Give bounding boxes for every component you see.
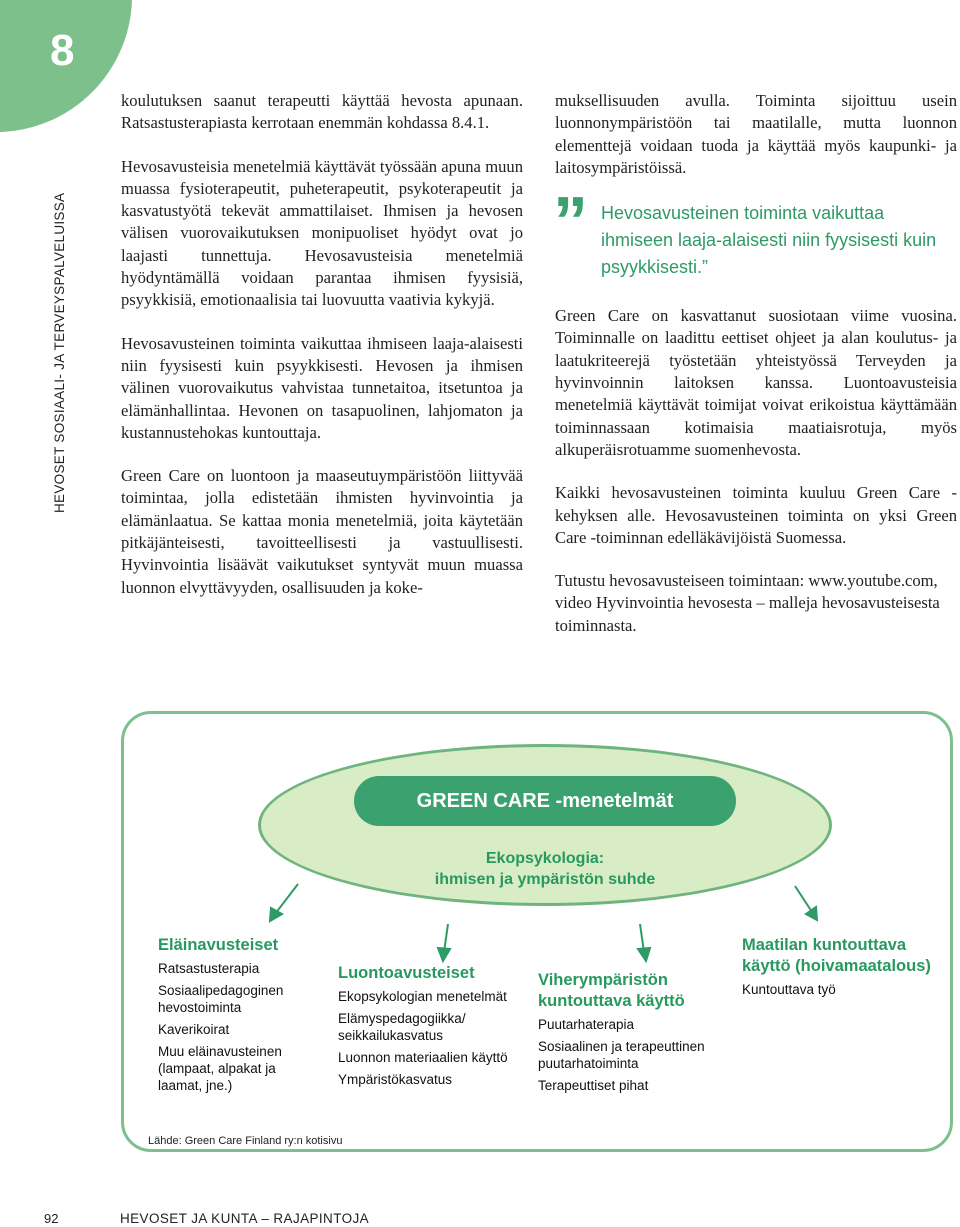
- chapter-number: 8: [50, 26, 75, 75]
- category-item: Ratsastusterapia: [158, 961, 260, 976]
- page-number: 92: [44, 1211, 59, 1226]
- diagram-subtitle: Ekopsykologia: ihmisen ja ympäristön suhde: [434, 850, 656, 888]
- category-item: Kaverikoirat: [158, 1022, 230, 1037]
- paragraph: muksellisuuden avulla. Toiminta sijoittuu usein luonnonympäristöön tai maatilalle, mutta luonnon elementtejä voidaan tuoda ja käyttää myös kaupunki- ja laitosympäristöissä.: [555, 91, 957, 177]
- category-item: Muu eläinavusteinen (lampaat, alpakat ja laamat, jne.): [158, 1044, 282, 1093]
- category-nature-assisted: [338, 963, 513, 1093]
- left-column: [121, 90, 523, 620]
- diagram-title: GREEN CARE -menetelmät: [354, 776, 736, 826]
- category-item: Ekopsykologian menetelmät: [338, 989, 507, 1004]
- quote-mark-icon: ”: [553, 182, 588, 261]
- category-animal-assisted: [158, 935, 323, 1099]
- category-title: Luontoavusteiset: [338, 964, 475, 982]
- paragraph: Hevosavusteisia menetelmiä käyttävät työssään apuna muun muassa fysioterapeutit, puheterapeutit, psykoterapeutit ja kasvatustyötä tekevät ammattilaiset. Ihmisen ja hevosen välisen vuorovaikutuksen monipuoliset hyödyt ovat jo laajasti tunnettuja. Hevosavusteisia menetelmiä hyödyntämällä voidaan parantaa ihmisen fyysisiä, psyykkisiä, emotionaalisia tai luovuutta vaativia kykyjä.: [121, 156, 523, 310]
- category-item: Elämyspedagogiikka/ seikkailukasvatus: [338, 1011, 466, 1043]
- side-label: HEVOSET SOSIAALI- JA TERVEYSPALVELUISSA: [52, 192, 67, 513]
- category-item: Ympäristökasvatus: [338, 1072, 453, 1087]
- category-item: Sosiaalinen ja terapeuttinen puutarhatoiminta: [538, 1039, 705, 1071]
- pull-quote-text: Hevosavusteinen toiminta vaikuttaa ihmiseen laaja-alaisesti niin fyysisesti kuin psyykkisesti.”: [601, 203, 937, 278]
- paragraph: Kaikki hevosavusteinen toiminta kuuluu Green Care -kehyksen alle. Hevosavusteinen toiminta on yksi Green Care -toiminnan edelläkävijöistä Suomessa.: [555, 483, 957, 547]
- category-green-environment: [538, 970, 723, 1099]
- category-item: Puutarhaterapia: [538, 1017, 635, 1032]
- category-title: Viherympäristön kuntouttava käyttö: [538, 971, 685, 1010]
- category-farm-rehabilitation: [742, 935, 942, 1003]
- right-column: [555, 90, 957, 658]
- source-note: Lähde: Green Care Finland ry:n kotisivu: [148, 1135, 343, 1147]
- category-title: Eläinavusteiset: [158, 936, 279, 954]
- paragraph: Tutustu hevosavusteiseen toimintaan: www.youtube.com, video Hyvinvointia hevosesta – malleja hevosavusteisesta toiminnasta.: [555, 571, 940, 635]
- category-item: Luonnon materiaalien käyttö: [338, 1050, 508, 1065]
- category-title: Maatilan kuntouttava käyttö (hoivamaatalous): [742, 936, 931, 975]
- category-item: Sosiaalipedagoginen hevostoiminta: [158, 983, 284, 1015]
- paragraph: Hevosavusteinen toiminta vaikuttaa ihmiseen laaja-alaisesti niin fyysisesti kuin psyykkisesti. Hevosen ja ihmisen välinen vuorovaikutus vahvistaa tunnetaitoa, itsetuntoa ja elämänhallintaa. Hevonen on tasapuolinen, lahjomaton ja kustannustehokas kuntouttaja.: [121, 333, 523, 442]
- paragraph: koulutuksen saanut terapeutti käyttää hevosta apunaan. Ratsastusterapiasta kerrotaan enemmän kohdassa 8.4.1.: [121, 91, 523, 133]
- category-item: Terapeuttiset pihat: [538, 1078, 649, 1093]
- paragraph: Green Care on kasvattanut suosiotaan viime vuosina. Toiminnalle on laadittu eettiset ohjeet ja alan koulutus- ja laatukriteerejä työstetään yhteistyössä Terveyden ja hyvinvoinnin laitoksen kanssa. Luontoavusteisia menetelmiä käyttävät toimijat voivat erikoistua käyttämään toiminnassaan kotimaisia maatiaisrotuja, myös alkuperäisrotuamme suomenhevosta.: [555, 306, 957, 459]
- pull-quote: [553, 182, 957, 281]
- category-item: Kuntouttava työ: [742, 982, 836, 997]
- footer-title: HEVOSET JA KUNTA – RAJAPINTOJA: [120, 1211, 370, 1226]
- paragraph: Green Care on luontoon ja maaseutuympäristöön liittyvää toimintaa, jolla edistetään ihmisten hyvinvointia ja elämänlaatua. Se kattaa monia menetelmiä, joita käytetään pitkäjänteisesti, tavoitteellisesti ja vastuullisesti. Hyvinvointia lisäävät vaikutukset syntyvät muun muassa luonnon elvyttävyyden, osallisuuden ja koke-: [121, 466, 523, 597]
